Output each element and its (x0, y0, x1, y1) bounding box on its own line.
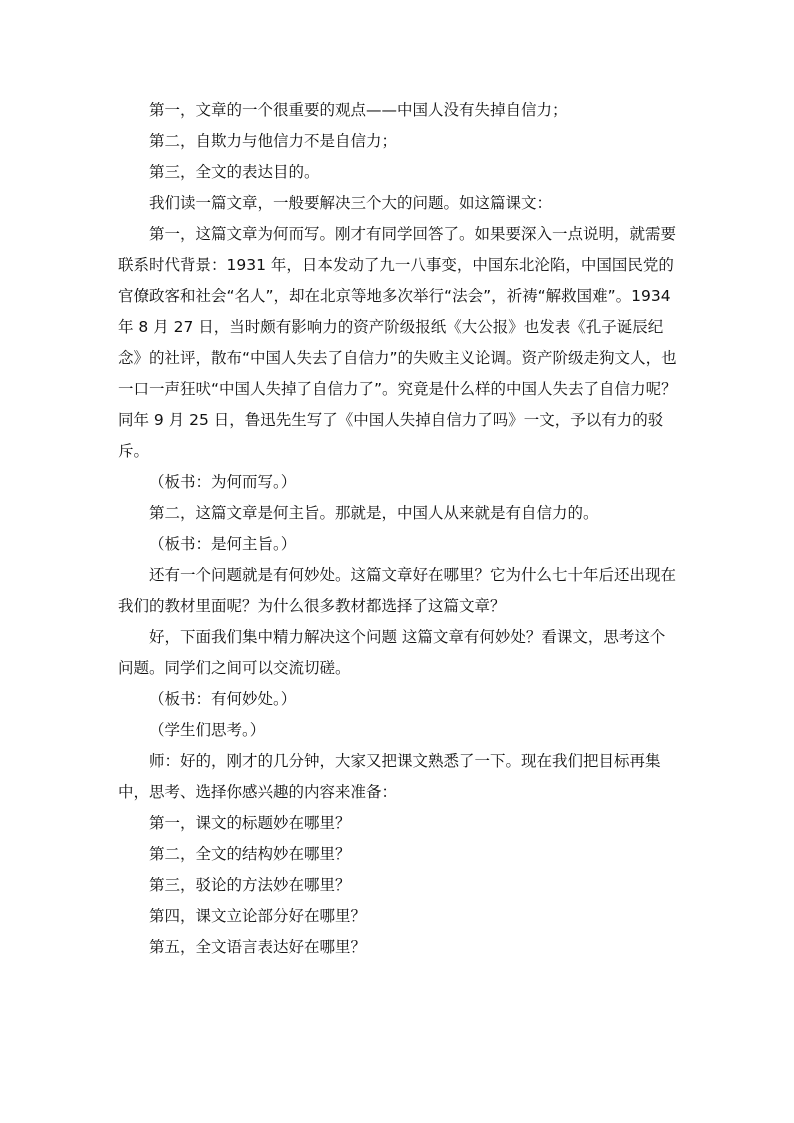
paragraph-4: 我们读一篇文章，一般要解决三个大的问题。如这篇课文： (149, 194, 553, 212)
paragraph-13: 师：好的，刚才的几分钟，大家又把课文熟悉了一下。现在我们把目标再集中，思考、选择你感兴趣的内容来准备： (118, 752, 661, 801)
paragraph-12: （学生们思考。） (149, 721, 266, 739)
paragraph-5: 第一，这篇文章为何而写。刚才有同学回答了。如果要深入一点说明，就需要联系时代背景：1931 年，日本发动了九一八事变，中国东北沦陷，中国国民党的官僚政客和社会“名人”，却在北京等地多次举行“法会”，祈祷“解救国难”。1934 年 8 月 27 日，当时颇有影响力的资产阶级报纸《大公报》也发表《孔子诞辰纪念》的社评，散布“中国人失去了自信力”的失败主义论调。资产阶级走狗文人，也一口一声狂吠“中国人失掉了自信力了”。究竟是什么样的中国人失去了自信力呢？同年 9 月 25 日，鲁迅先生写了《中国人失掉自信力了吗》一文，予以有力的驳斥。 (118, 225, 677, 460)
paragraph-17: 第四，课文立论部分好在哪里？ (149, 907, 367, 925)
paragraph-11: （板书：有何妙处。） (149, 690, 297, 708)
paragraph-15: 第二，全文的结构妙在哪里？ (149, 845, 351, 863)
paragraph-10: 好，下面我们集中精力解决这个问题 这篇文章有何妙处？看课文，思考这个问题。同学们之间可以交流切磋。 (118, 628, 666, 677)
paragraph-14: 第一，课文的标题妙在哪里？ (149, 814, 351, 832)
paragraph-1: 第一，文章的一个很重要的观点——中国人没有失掉自信力； (149, 101, 568, 119)
paragraph-8: （板书：是何主旨。） (149, 535, 297, 553)
paragraph-2: 第二，自欺力与他信力不是自信力； (149, 132, 398, 150)
paragraph-16: 第三，驳论的方法妙在哪里？ (149, 876, 351, 894)
paragraph-18: 第五，全文语言表达好在哪里？ (149, 938, 367, 956)
paragraph-6: （板书：为何而写。） (149, 473, 297, 491)
document-body (118, 95, 678, 963)
paragraph-3: 第三，全文的表达目的。 (149, 163, 320, 181)
paragraph-9: 还有一个问题就是有何妙处。这篇文章好在哪里？它为什么七十年后还出现在我们的教材里面呢？为什么很多教材都选择了这篇文章？ (118, 566, 677, 615)
paragraph-7: 第二，这篇文章是何主旨。那就是，中国人从来就是有自信力的。 (149, 504, 599, 522)
